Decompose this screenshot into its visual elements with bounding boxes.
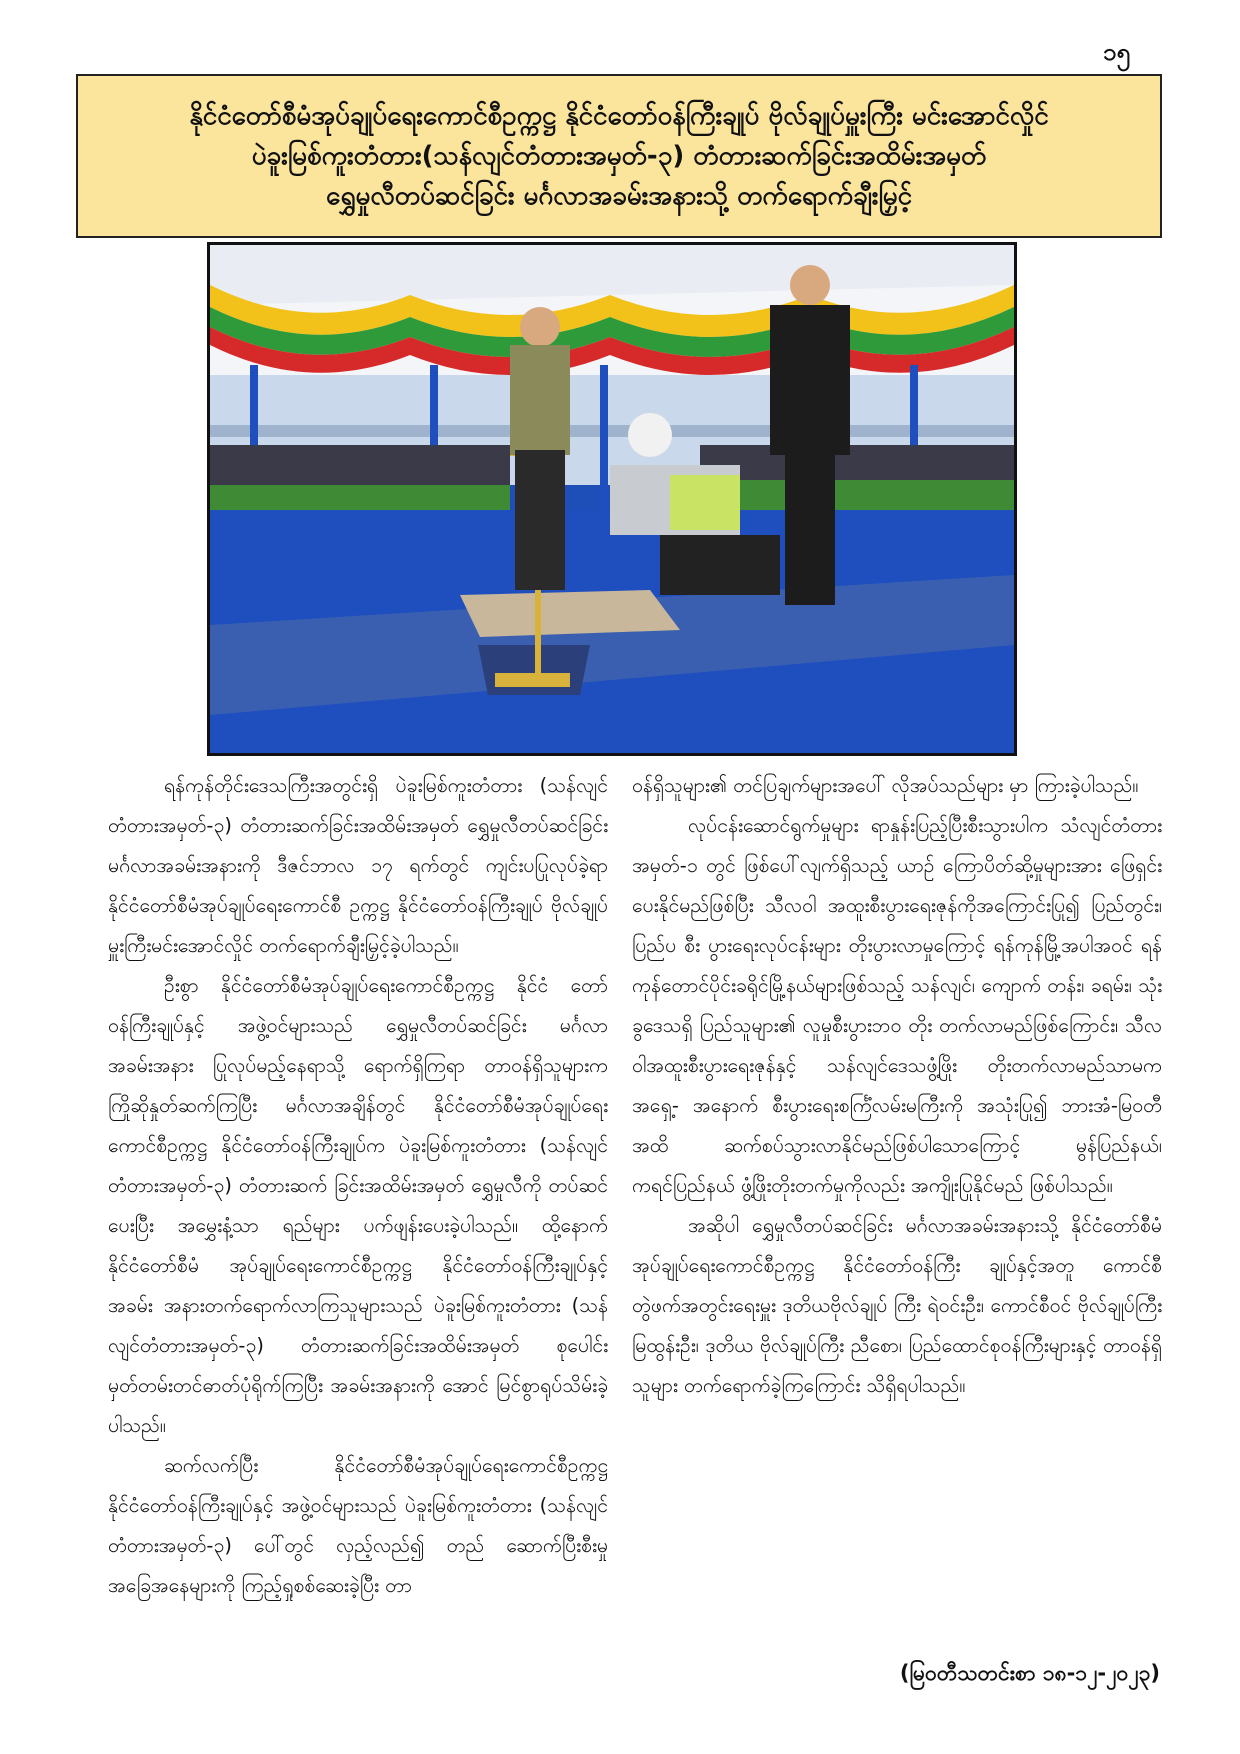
worker-helmet	[628, 413, 672, 457]
official-head	[520, 307, 560, 347]
paragraph: ရန်ကုန်တိုင်းဒေသကြီးအတွင်းရှိ ပဲခူးမြစ်ကူးတံတား (သန်လျင်တံတားအမှတ်-၃) တံတားဆက်ခြင်းအထိမ်းအမှတ် ရွှေမှုလီတပ်ဆင်ခြင်း မင်္ဂလာအခမ်းအနားကို ဒီဇင်ဘာလ ၁၇ ရက်တွင် ကျင်းပပြုလုပ်ခဲ့ရာ နိုင်ငံတော်စီမံအုပ်ချုပ်ရေးကောင်စီ ဥက္ကဋ္ဌ နိုင်ငံတော်ဝန်ကြီးချုပ် ဗိုလ်ချုပ်မှူးကြီးမင်းအောင်လှိုင် တက်ရောက်ချီးမြှင့်ခဲ့ပါသည်။	[108, 774, 608, 957]
page-number: ၁၅	[1103, 38, 1130, 66]
ceremony-photo-illustration	[210, 245, 1014, 753]
paragraph: ဦးစွာ နိုင်ငံတော်စီမံအုပ်ချုပ်ရေးကောင်စီဥက္ကဋ္ဌ နိုင်ငံ တော်ဝန်ကြီးချုပ်နှင့် အဖွဲ့ဝင်များသည် ရွှေမှုလီတပ်ဆင်ခြင်း မင်္ဂလာအခမ်းအနား ပြုလုပ်မည့်နေရာသို့ ရောက်ရှိကြရာ တာဝန်ရှိသူများက ကြိုဆိုနှုတ်ဆက်ကြပြီး မင်္ဂလာအချိန်တွင် နိုင်ငံတော်စီမံအုပ်ချုပ်ရေးကောင်စီဥက္ကဋ္ဌ နိုင်ငံတော်ဝန်ကြီးချုပ်က ပဲခူးမြစ်ကူးတံတား (သန်လျင်တံတားအမှတ်-၃) တံတားဆက် ခြင်းအထိမ်းအမှတ် ရွှေမှုလီကို တပ်ဆင်ပေးပြီး အမွှေးနံ့သာ ရည်များ ပက်ဖျန်းပေးခဲ့ပါသည်။ ထို့နောက် နိုင်ငံတော်စီမံ အုပ်ချုပ်ရေးကောင်စီဥက္ကဋ္ဌ နိုင်ငံတော်ဝန်ကြီးချုပ်နှင့် အခမ်း အနားတက်ရောက်လာကြသူများသည် ပဲခူးမြစ်ကူးတံတား (သန်လျင်တံတားအမှတ်-၃) တံတားဆက်ခြင်းအထိမ်းအမှတ် စုပေါင်းမှတ်တမ်းတင်ဓာတ်ပုံရိုက်ကြပြီး အခမ်းအနားကို အောင် မြင်စွာရုပ်သိမ်းခဲ့ပါသည်။	[108, 974, 608, 1437]
official-trousers	[515, 450, 565, 590]
paragraph: အဆိုပါ ရွှေမှုလီတပ်ဆင်ခြင်း မင်္ဂလာအခမ်းအနားသို့ နိုင်ငံတော်စီမံအုပ်ချုပ်ရေးကောင်စီဥက္ကဋ္ဌ နိုင်ငံတော်ဝန်ကြီး ချုပ်နှင့်အတူ ကောင်စီတွဲဖက်အတွင်းရေးမှူး ဒုတိယဗိုလ်ချုပ် ကြီး ရဲဝင်းဦး၊ ကောင်စီဝင် ဗိုလ်ချုပ်ကြီးမြထွန်းဦး၊ ဒုတိယ ဗိုလ်ချုပ်ကြီး ညီစော၊ ပြည်ထောင်စုဝန်ကြီးများနှင့် တာဝန်ရှိ သူများ တက်ရောက်ခဲ့ကြကြောင်း သိရှိရပါသည်။	[632, 1214, 1162, 1397]
article-right-column	[632, 766, 1162, 1406]
ceremony-mat	[460, 590, 680, 637]
paragraph: လုပ်ငန်းဆောင်ရွက်မှုများ ရာနှုန်းပြည့်ပြီးစီးသွားပါက သံလျင်တံတားအမှတ်-၁ တွင် ဖြစ်ပေါ်လျက်ရှိသည့် ယာဉ် ကြောပိတ်ဆို့မှုများအား ဖြေရှင်းပေးနိုင်မည်ဖြစ်ပြီး သီလဝါ အထူးစီးပွားရေးဇုန်ကိုအကြောင်းပြု၍ ပြည်တွင်း၊ ပြည်ပ စီး ပွားရေးလုပ်ငန်းများ တိုးပွားလာမှုကြောင့် ရန်ကုန်မြို့အပါအဝင် ရန်ကုန်တောင်ပိုင်းခရိုင်မြို့နယ်များဖြစ်သည့် သန်လျင်၊ ကျောက် တန်း၊ ခရမ်း၊ သုံးခွဒေသရှိ ပြည်သူများ၏ လူမှုစီးပွားဘဝ တိုး တက်လာမည်ဖြစ်ကြောင်း၊ သီလဝါအထူးစီးပွားရေးဇုန်နှင့် သန်လျင်ဒေသဖွံ့ဖြိုး တိုးတက်လာမည်သာမက အရှေ့- အနောက် စီးပွားရေးစင်္ကြံလမ်းမကြီးကို အသုံးပြု၍ ဘားအံ-မြဝတီအထိ ဆက်စပ်သွားလာနိုင်မည်ဖြစ်ပါသောကြောင့် မွန်ပြည်နယ်၊ ကရင်ပြည်နယ် ဖွံ့ဖြိုးတိုးတက်မှုကိုလည်း အကျိုးပြုနိုင်မည် ဖြစ်ပါသည်။	[632, 814, 1162, 1197]
article-left-column	[108, 766, 608, 1606]
flowers-left	[210, 485, 510, 513]
paragraph: ဆက်လက်ပြီး နိုင်ငံတော်စီမံအုပ်ချုပ်ရေးကောင်စီဥက္ကဋ္ဌ နိုင်ငံတော်ဝန်ကြီးချုပ်နှင့် အဖွဲ့ဝင်များသည် ပဲခူးမြစ်ကူးတံတား (သန်လျင်တံတားအမှတ်-၃) ပေါ်တွင် လှည့်လည်၍ တည် ဆောက်ပြီးစီးမှုအခြေအနေများကို ကြည့်ရှုစစ်ဆေးခဲ့ပြီး တာ	[108, 1454, 608, 1597]
headline-line-3: ရွှေမှုလီတပ်ဆင်ခြင်း မင်္ဂလာအခမ်းအနားသို့ တက်ရောက်ချီးမြှင့်	[326, 181, 912, 212]
worker-vest	[670, 475, 740, 530]
pole-3	[600, 365, 608, 515]
gold-bars	[495, 673, 570, 687]
standing-head	[790, 265, 830, 305]
audience-left	[210, 445, 510, 490]
worker-trousers	[660, 535, 780, 595]
bridge-rail	[210, 425, 1014, 437]
flowers-right	[700, 480, 1014, 510]
news-source: (မြဝတီသတင်းစာ ၁၈-၁၂-၂၀၂၃)	[899, 1661, 1160, 1685]
pit	[478, 645, 590, 695]
ceremony-photo	[207, 242, 1017, 756]
headline-line-2: ပဲခူးမြစ်ကူးတံတား(သန်လျင်တံတားအမှတ်-၃) တံတားဆက်ခြင်းအထိမ်းအမှတ်	[251, 140, 987, 171]
standing-trousers	[785, 455, 835, 605]
official-jacket	[510, 345, 570, 455]
headline-line-1: နိုင်ငံတော်စီမံအုပ်ချုပ်ရေးကောင်စီဥက္ကဋ္ဌ နိုင်ငံတော်ဝန်ကြီးချုပ် ဗိုလ်ချုပ်မှူးကြီး မင်းအောင်လှိုင်	[189, 100, 1049, 131]
headline-box	[76, 74, 1162, 238]
standing-jacket	[770, 305, 850, 455]
paragraph: ဝန်ရှိသူများ၏ တင်ပြချက်များအပေါ် လိုအပ်သည်များ မှာ ကြားခဲ့ပါသည်။	[632, 774, 1139, 797]
